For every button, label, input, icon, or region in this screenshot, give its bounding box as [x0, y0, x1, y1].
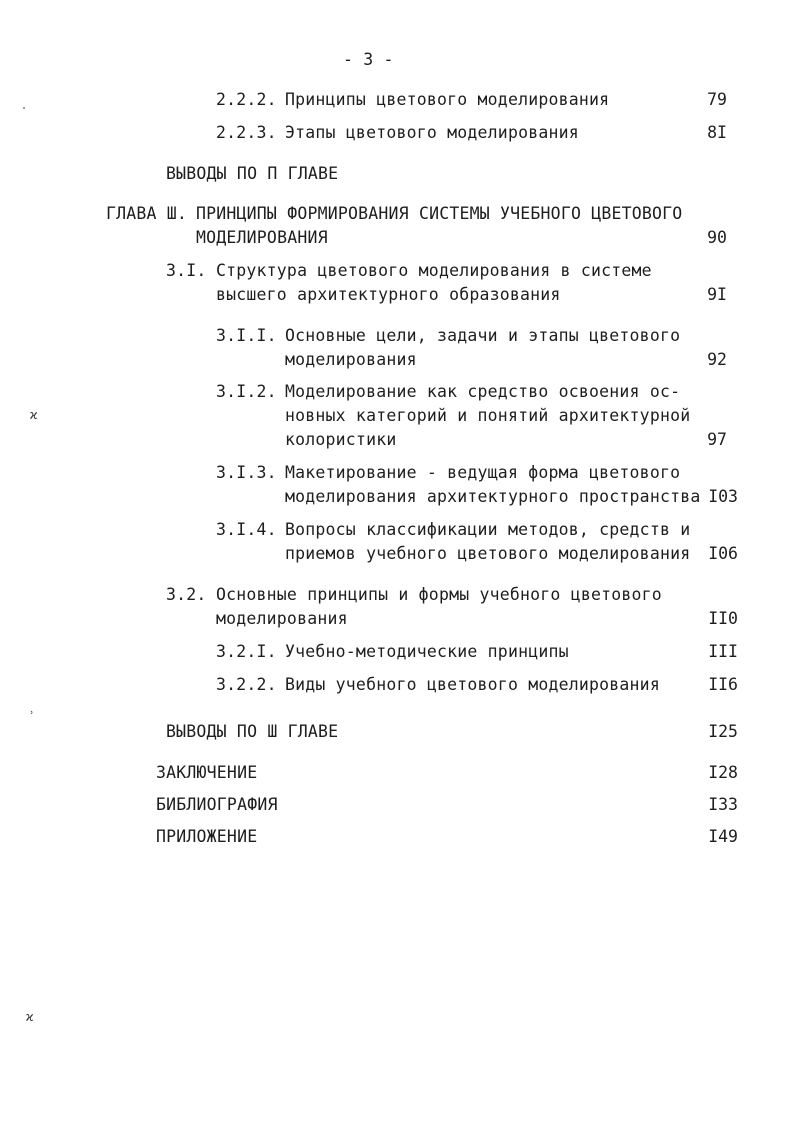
- toc-entry-title: Виды учебного цветового моделирования: [285, 675, 660, 694]
- toc-entry-title: Основные цели, задачи и этапы цветового: [285, 326, 681, 345]
- scan-mark-icon: ˒: [28, 706, 36, 720]
- toc-entry-page: I49: [708, 827, 738, 846]
- toc-entry-page: II0: [708, 609, 738, 628]
- toc-entry-page: I33: [708, 795, 738, 814]
- toc-section-bibliography: БИБЛИОГРАФИЯ: [156, 795, 278, 814]
- toc-entry-number: 3.I.: [166, 261, 207, 280]
- toc-entry-page: I25: [708, 722, 738, 741]
- toc-entry-page: 92: [707, 350, 727, 369]
- toc-entry-page: I28: [708, 763, 738, 782]
- toc-entry-number: 3.2.: [166, 585, 207, 604]
- toc-entry-number: 3.2.2.: [216, 675, 277, 694]
- toc-entry-title-cont: колористики: [285, 430, 397, 449]
- page-number: - 3 -: [343, 50, 394, 69]
- toc-section-conclusions-2: ВЫВОДЫ ПО П ГЛАВЕ: [166, 164, 339, 183]
- toc-entry-page: 97: [707, 430, 727, 449]
- toc-chapter-title-cont: МОДЕЛИРОВАНИЯ: [196, 228, 328, 247]
- toc-entry-page: III: [708, 642, 738, 661]
- scan-mark-icon: ϰ: [26, 1010, 34, 1024]
- toc-entry-title: Этапы цветового моделирования: [285, 123, 579, 142]
- scan-mark-icon: ϰ: [30, 408, 38, 422]
- toc-entry-number: 3.I.4.: [216, 520, 277, 539]
- toc-entry-title: Структура цветового моделирования в системе: [216, 261, 652, 280]
- toc-entry-title-cont: новных категорий и понятий архитектурной: [285, 406, 691, 425]
- toc-entry-title-cont: моделирования архитектурного пространства: [285, 487, 701, 506]
- toc-entry-title-cont: моделирования: [216, 609, 348, 628]
- toc-entry-page: 8I: [707, 123, 727, 142]
- scan-mark-icon: ˯: [22, 96, 30, 110]
- toc-entry-page: II6: [708, 675, 738, 694]
- toc-entry-number: 3.2.I.: [216, 642, 277, 661]
- toc-entry-title-cont: приемов учебного цветового моделирования: [285, 544, 691, 563]
- toc-entry-number: 3.I.2.: [216, 382, 277, 401]
- toc-entry-title: Принципы цветового моделирования: [285, 90, 610, 109]
- toc-entry-number: 2.2.3.: [216, 123, 277, 142]
- toc-entry-page: 79: [707, 90, 727, 109]
- toc-entry-number: 2.2.2.: [216, 90, 277, 109]
- toc-entry-title-cont: высшего архитектурного образования: [216, 285, 561, 304]
- toc-entry-title: Вопросы классификации методов, средств и: [285, 520, 691, 539]
- toc-entry-number: 3.I.3.: [216, 463, 277, 482]
- toc-entry-page: I03: [708, 487, 738, 506]
- toc-entry-page: 90: [707, 228, 727, 247]
- toc-entry-number: 3.I.I.: [216, 326, 277, 345]
- toc-entry-title: Основные принципы и формы учебного цветового: [216, 585, 662, 604]
- toc-entry-title: Макетирование - ведущая форма цветового: [285, 463, 681, 482]
- toc-entry-title: Учебно-методические принципы: [285, 642, 569, 661]
- toc-entry-page: I06: [708, 544, 738, 563]
- toc-entry-title: Моделирование как средство освоения ос-: [285, 382, 681, 401]
- toc-section-conclusions-3: ВЫВОДЫ ПО Ш ГЛАВЕ: [166, 722, 339, 741]
- toc-chapter-title: ПРИНЦИПЫ ФОРМИРОВАНИЯ СИСТЕМЫ УЧЕБНОГО ЦВЕТОВОГО: [196, 204, 683, 223]
- toc-section-conclusion: ЗАКЛЮЧЕНИЕ: [156, 763, 258, 782]
- toc-chapter-number: ГЛАВА Ш.: [106, 204, 188, 223]
- toc-entry-title-cont: моделирования: [285, 350, 417, 369]
- toc-section-appendix: ПРИЛОЖЕНИЕ: [156, 827, 258, 846]
- toc-entry-page: 9I: [707, 285, 727, 304]
